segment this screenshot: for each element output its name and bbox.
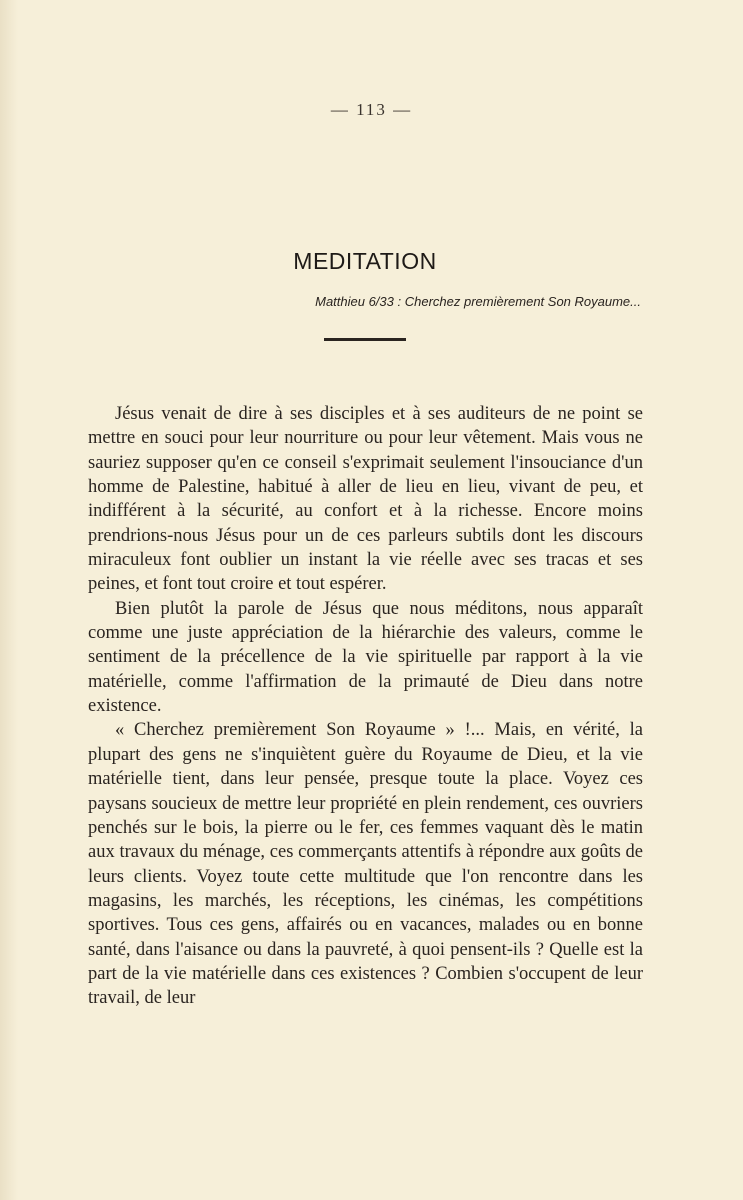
page-number: — 113 — [330,100,413,119]
title-divider [324,338,406,341]
body-text [88,402,643,1011]
paragraph-2: Bien plutôt la parole de Jésus que nous méditons, nous apparaît comme une juste appréciation de la hiérarchie des valeurs, comme le sentiment de la précellence de la vie spirituelle par rapport à la vie matérielle, comme l'affirmation de la primauté de Dieu dans notre existence. [88,598,643,717]
epigraph: Matthieu 6/33 : Cherchez premièrement Son Royaume... [315,294,641,309]
page-title: MEDITATION [293,248,437,274]
paragraph-3: « Cherchez premièrement Son Royaume » !... Mais, en vérité, la plupart des gens ne s'inquiètent guère du Royaume de Dieu, et la vie matérielle tient, dans leur pensée, presque toute la place. Voyez ces paysans soucieux de mettre leur propriété en plein rendement, ces ouvriers penchés sur le bois, la pierre ou le fer, ces femmes vaquant dès le matin aux travaux du ménage, ces commerçants attentifs à répondre aux goûts de leurs clients. Voyez toute cette multitude que l'on rencontre dans les magasins, les marchés, les réceptions, les cinémas, les compétitions sportives. Tous ces gens, affairés ou en vacances, malades ou en bonne santé, dans l'aisance ou dans la pauvreté, à quoi pensent-ils ? Quelle est la part de la vie matérielle dans ces existences ? Combien s'occupent de leur travail, de leur [88,720,643,1009]
paragraph-1: Jésus venait de dire à ses disciples et à ses auditeurs de ne point se mettre en souci pour leur nourriture ou pour leur vêtement. Mais vous ne sauriez supposer qu'en ce conseil s'exprimait seulement l'insouciance d'un homme de Palestine, habitué à aller de lieu en lieu, vivant de peu, et indifférent à la sécurité, au confort et à la richesse. Encore moins prendrions-nous Jésus pour un de ces parleurs subtils dont les discours miraculeux font oublier un instant la vie réelle avec ses tracas et ses peines, et font tout croire et tout espérer. [88,404,643,595]
